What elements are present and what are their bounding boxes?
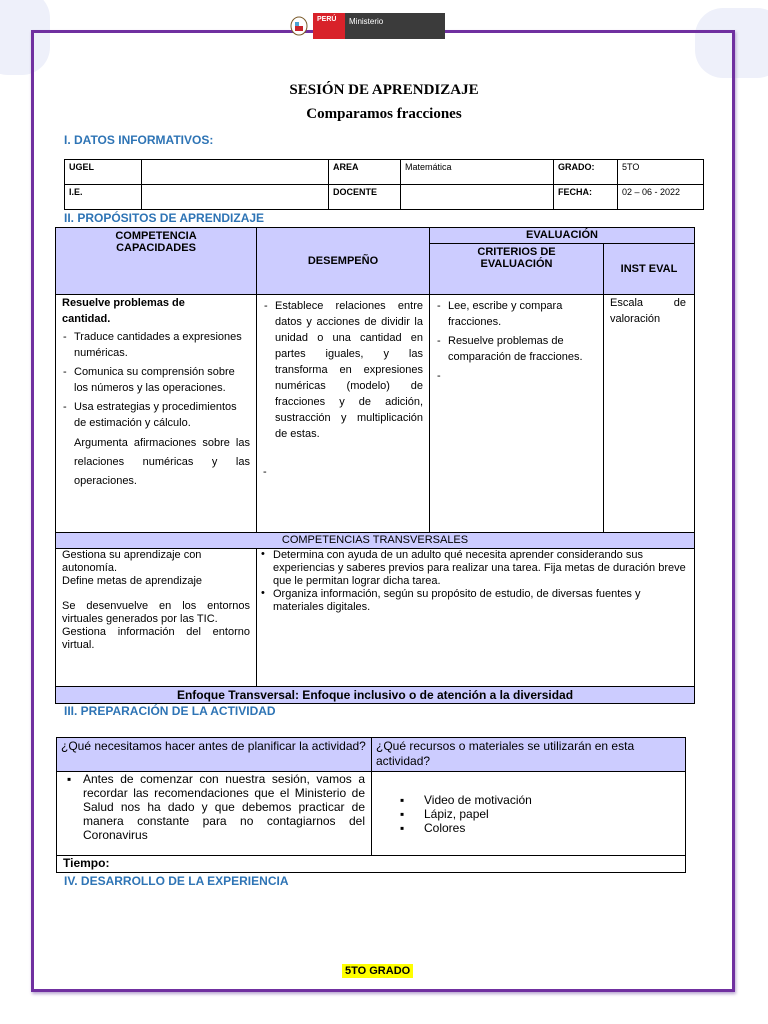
area-value: Matemática bbox=[401, 160, 554, 185]
evaluacion-header: EVALUACIÓN bbox=[430, 228, 695, 244]
section-preparacion: III. PREPARACIÓN DE LA ACTIVIDAD bbox=[64, 704, 276, 718]
purposes-table bbox=[55, 227, 695, 704]
grado-label: GRADO: bbox=[554, 160, 618, 185]
desempeno-header: DESEMPEÑO bbox=[257, 228, 430, 295]
materials-list bbox=[400, 793, 684, 835]
criterio-item: - Resuelve problemas de comparación de fracciones. bbox=[436, 333, 597, 365]
ugel-value bbox=[142, 160, 329, 185]
desempeno-item: - Establece relaciones entre datos y acciones de dividir la unidad o una cantidad en partes iguales, y las transforma en expresiones numéricas (modelo) de fracciones y de adición, sustracción y multiplicación de estas. bbox=[263, 298, 423, 442]
capacidad-item: - Usa estrategias y procedimientos de estimación y cálculo. bbox=[62, 399, 250, 431]
competencia-header-label: COMPETENCIA bbox=[115, 230, 197, 242]
prep-question-1: ¿Qué necesitamos hacer antes de planificar la actividad? bbox=[57, 738, 372, 772]
transversal-left-3: Se desenvuelve en los entornos virtuales generados por las TIC. bbox=[62, 600, 250, 625]
transversal-right-item: • Organiza información, según su propósito de estudio, de diversas fuentes y materiales digitales. bbox=[261, 588, 688, 614]
argumenta-text: Argumenta afirmaciones sobre las relaciones numéricas y las operaciones. bbox=[74, 437, 250, 487]
ministry-logo bbox=[285, 13, 445, 39]
desempeno-cell bbox=[257, 295, 430, 533]
transversal-right bbox=[257, 549, 695, 687]
fecha-value: 02 – 06 - 2022 bbox=[618, 185, 704, 210]
prep-answer-1-cell bbox=[57, 772, 372, 856]
coat-of-arms-icon bbox=[285, 13, 313, 39]
prep-answer-list bbox=[67, 772, 365, 842]
criterios-list bbox=[436, 298, 597, 365]
ie-label: I.E. bbox=[65, 185, 142, 210]
section-desarrollo: IV. DESARROLLO DE LA EXPERIENCIA bbox=[64, 874, 289, 888]
transversal-left-2: Define metas de aprendizaje bbox=[62, 575, 203, 587]
capacidad-item: - Comunica su comprensión sobre los números y las operaciones. bbox=[62, 364, 250, 396]
prep-answer-item: ▪ Antes de comenzar con nuestra sesión, vamos a recordar las recomendaciones que el Ministerio de Salud nos ha dado y que debemos practicar de manera constante para no contagiarnos del Coronavirus bbox=[67, 772, 365, 842]
capacidad-item: - Traduce cantidades a expresiones numéricas. bbox=[62, 329, 250, 361]
prep-question-2: ¿Qué recursos o materiales se utilizarán en esta actividad? bbox=[372, 738, 686, 772]
transversal-header: COMPETENCIAS TRANSVERSALES bbox=[56, 533, 695, 549]
section-datos: I. DATOS INFORMATIVOS: bbox=[64, 133, 214, 147]
logo-ministry: Ministerio bbox=[345, 13, 445, 39]
tiempo-label: Tiempo: bbox=[57, 856, 686, 873]
capacidades-header-label: CAPACIDADES bbox=[116, 242, 196, 254]
docente-label: DOCENTE bbox=[329, 185, 401, 210]
transversal-left bbox=[56, 549, 257, 687]
grade-badge: 5TO GRADO bbox=[342, 964, 413, 978]
material-item: ▪ Colores bbox=[400, 821, 684, 835]
competencia-cell bbox=[56, 295, 257, 533]
criterios-cell bbox=[430, 295, 604, 533]
enfoque-transversal: Enfoque Transversal: Enfoque inclusivo o de atención a la diversidad bbox=[56, 687, 695, 704]
page-title: SESIÓN DE APRENDIZAJE bbox=[289, 82, 479, 98]
logo-peru: PERÚ bbox=[313, 13, 345, 39]
desempeno-dash: - bbox=[263, 466, 267, 478]
docente-value bbox=[401, 185, 554, 210]
inst-cell: Escala de valoración bbox=[604, 295, 695, 533]
transversal-left-1: Gestiona su aprendizaje con autonomía. bbox=[62, 549, 202, 574]
desempeno-list bbox=[263, 298, 423, 442]
area-label: AREA bbox=[329, 160, 401, 185]
transversal-right-list bbox=[261, 549, 688, 614]
info-table bbox=[64, 159, 704, 210]
capacidades-list bbox=[62, 329, 250, 431]
transversal-right-item: • Determina con ayuda de un adulto qué necesita aprender considerando sus experiencias y saberes previos para realizar una tarea. Fija metas de duración breve que le permitan lograr dicha tarea. bbox=[261, 549, 688, 588]
transversal-left-4: Gestiona información del entorno virtual. bbox=[62, 626, 250, 651]
material-item: ▪ Lápiz, papel bbox=[400, 807, 684, 821]
material-item: ▪ Video de motivación bbox=[400, 793, 684, 807]
fecha-label: FECHA: bbox=[554, 185, 618, 210]
materials-cell bbox=[372, 772, 686, 856]
criterios-header: CRITERIOS DE EVALUACIÓN bbox=[430, 244, 604, 295]
prep-table bbox=[56, 737, 686, 873]
inst-header: INST EVAL bbox=[604, 244, 695, 295]
competencia-header bbox=[56, 228, 257, 295]
competencia-text: Resuelve problemas de cantidad. bbox=[62, 297, 185, 325]
page-subtitle: Comparamos fracciones bbox=[306, 106, 462, 122]
grado-value: 5TO bbox=[618, 160, 704, 185]
ugel-label: UGEL bbox=[65, 160, 142, 185]
criterio-item: - Lee, escribe y compara fracciones. bbox=[436, 298, 597, 330]
section-propositos: II. PROPÓSITOS DE APRENDIZAJE bbox=[64, 211, 265, 225]
ie-value bbox=[142, 185, 329, 210]
